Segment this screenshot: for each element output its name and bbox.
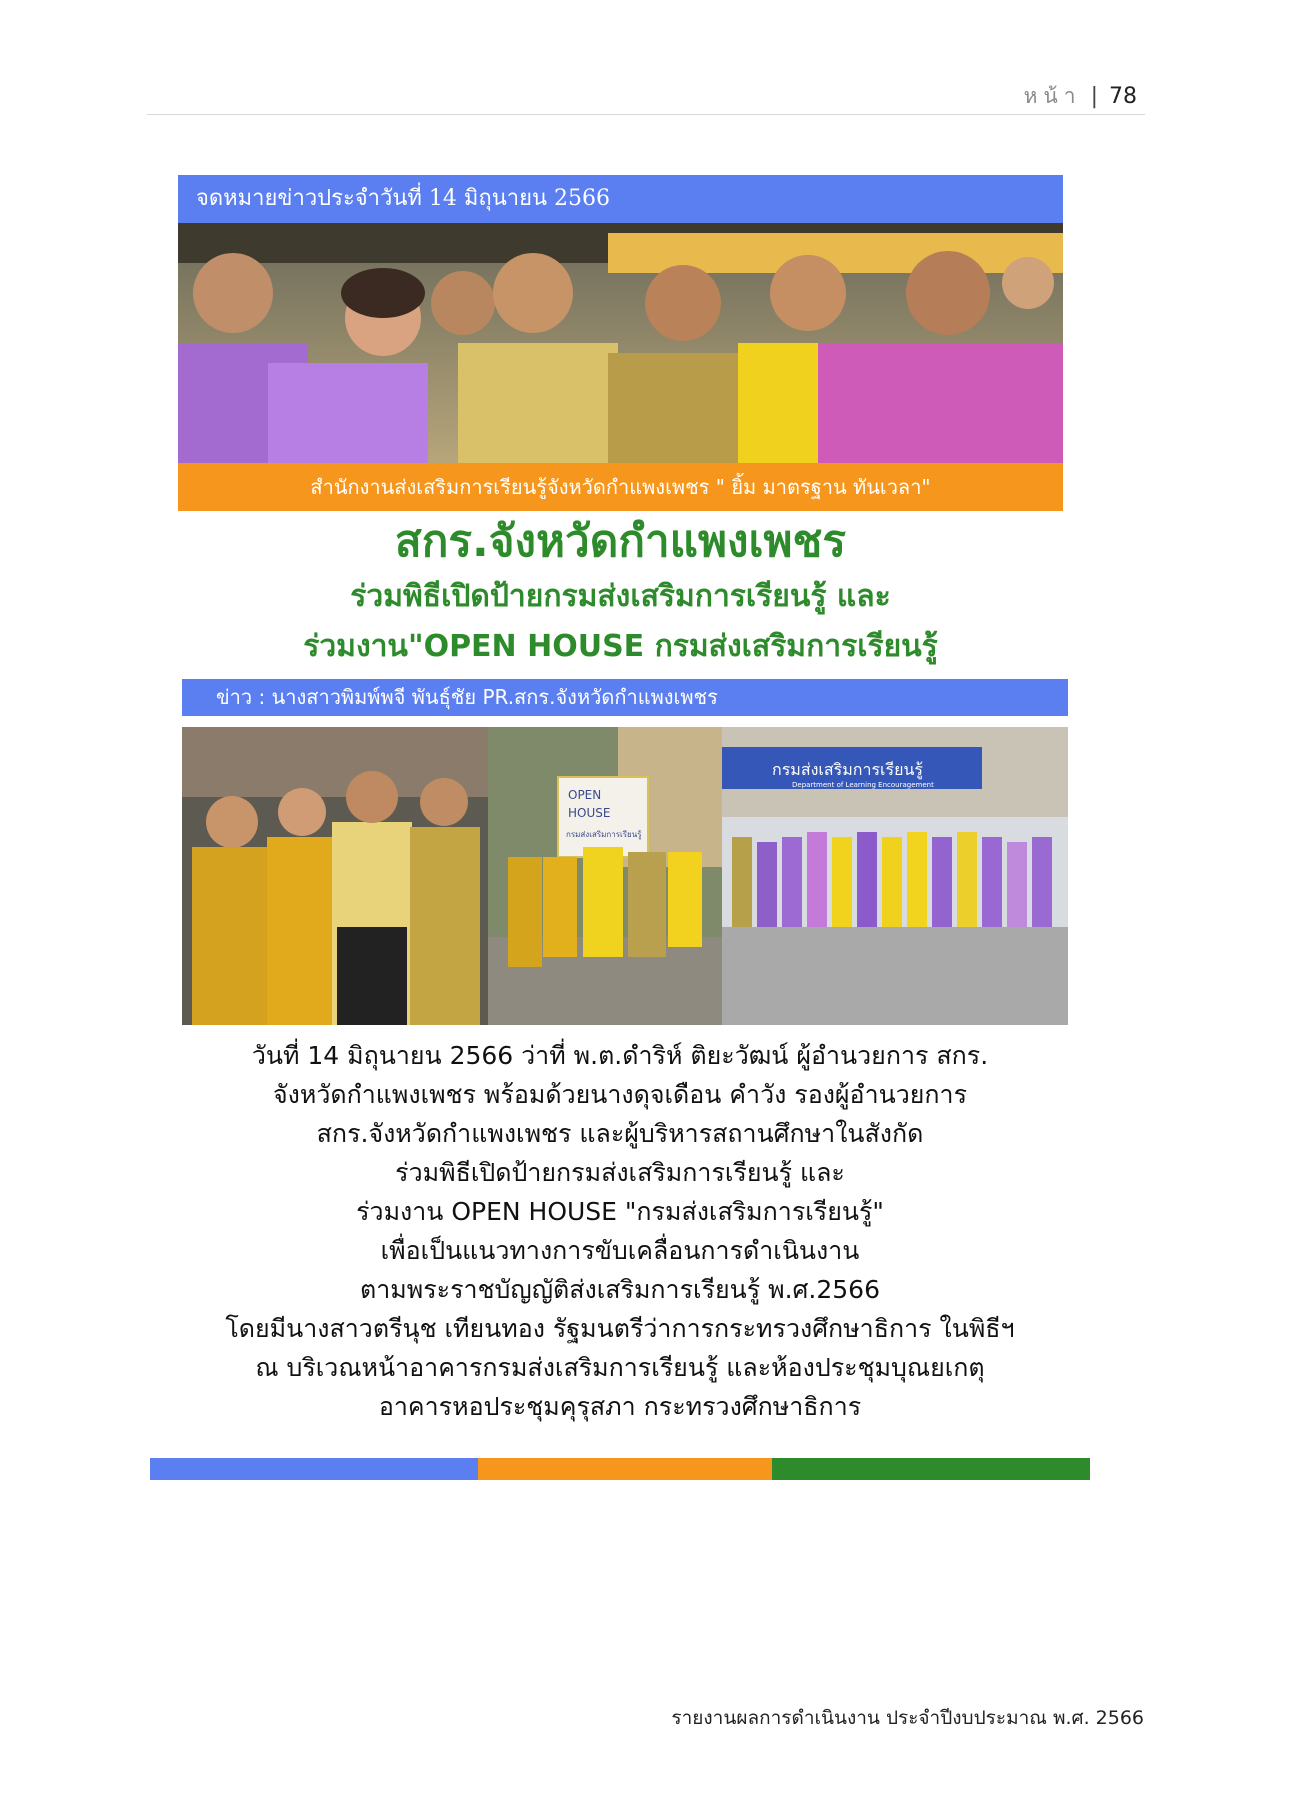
body-line-6: เพื่อเป็นแนวทางการขับเคลื่อนการดำเนินงาน — [380, 1236, 860, 1265]
reporter-banner: ข่าว : นางสาวพิมพ์พจี พันธุ์ชัย PR.สกร.จังหวัดกำแพงเพชร — [182, 679, 1068, 716]
open-house-sign-line3: กรมส่งเสริมการเรียนรู้ — [566, 830, 642, 839]
headline-subtitle-2: ร่วมงาน"OPEN HOUSE กรมส่งเสริมการเรียนรู้ — [303, 629, 938, 664]
headline-title: สกร.จังหวัดกำแพงเพชร — [394, 516, 847, 567]
headline-block — [178, 512, 1063, 672]
news-body — [170, 1036, 1070, 1426]
building-sign-thai: กรมส่งเสริมการเรียนรู้ — [772, 760, 924, 779]
building-sign-english: Department of Learning Encouragement — [792, 781, 934, 789]
body-line-9: ณ บริเวณหน้าอาคารกรมส่งเสริมการเรียนรู้ และห้องประชุมบุณยเกตุ — [255, 1353, 985, 1382]
body-line-10: อาคารหอประชุมคุรุสภา กระทรวงศึกษาธิการ — [378, 1392, 862, 1421]
photo-building-front — [722, 727, 1068, 1025]
hero-group-photo — [178, 223, 1063, 463]
page-separator: | — [1090, 84, 1098, 109]
body-line-5: ร่วมงาน OPEN HOUSE "กรมส่งเสริมการเรียนรู้" — [356, 1197, 884, 1226]
body-line-8: โดยมีนางสาวตรีนุช เทียนทอง รัฐมนตรีว่าการกระทรวงศึกษาธิการ ในพิธีฯ — [225, 1314, 1015, 1343]
headline-subtitle-1: ร่วมพิธีเปิดป้ายกรมส่งเสริมการเรียนรู้ และ — [350, 579, 891, 614]
page-word: หน้า — [1023, 84, 1082, 108]
body-line-1: วันที่ 14 มิถุนายน 2566 ว่าที่ พ.ต.ดำริห์ ติยะวัฒน์ ผู้อำนวยการ สกร. — [251, 1041, 989, 1070]
body-line-7: ตามพระราชบัญญัติส่งเสริมการเรียนรู้ พ.ศ.2566 — [360, 1275, 880, 1304]
page-number: 78 — [1109, 84, 1137, 109]
stripe-green — [772, 1458, 1090, 1480]
stripe-blue — [150, 1458, 478, 1480]
photo-collage — [182, 727, 1068, 1025]
open-house-sign-line2: HOUSE — [568, 806, 611, 820]
color-stripe-divider — [150, 1458, 1090, 1480]
body-line-2: จังหวัดกำแพงเพชร พร้อมด้วยนางดุจเดือน คำวัง รองผู้อำนวยการ — [272, 1080, 967, 1109]
body-line-3: สกร.จังหวัดกำแพงเพชร และผู้บริหารสถานศึกษาในสังกัด — [316, 1119, 924, 1148]
page-header — [147, 78, 1145, 115]
stripe-orange — [478, 1458, 772, 1480]
newsletter-date-banner: จดหมายข่าวประจำวันที่ 14 มิถุนายน 2566 — [178, 175, 1063, 223]
body-line-4: ร่วมพิธีเปิดป้ายกรมส่งเสริมการเรียนรู้ และ — [395, 1158, 845, 1187]
report-footer: รายงานผลการดำเนินงาน ประจำปีงบประมาณ พ.ศ. 2566 — [671, 1707, 1144, 1729]
photo-group-yellow — [182, 727, 488, 1025]
slogan-banner: สำนักงานส่งเสริมการเรียนรู้จังหวัดกำแพงเพชร " ยิ้ม มาตรฐาน ทันเวลา" — [178, 463, 1063, 511]
page-number-block — [1024, 80, 1137, 113]
photo-open-house-sign — [488, 727, 722, 1025]
open-house-sign-line1: OPEN — [568, 788, 602, 802]
